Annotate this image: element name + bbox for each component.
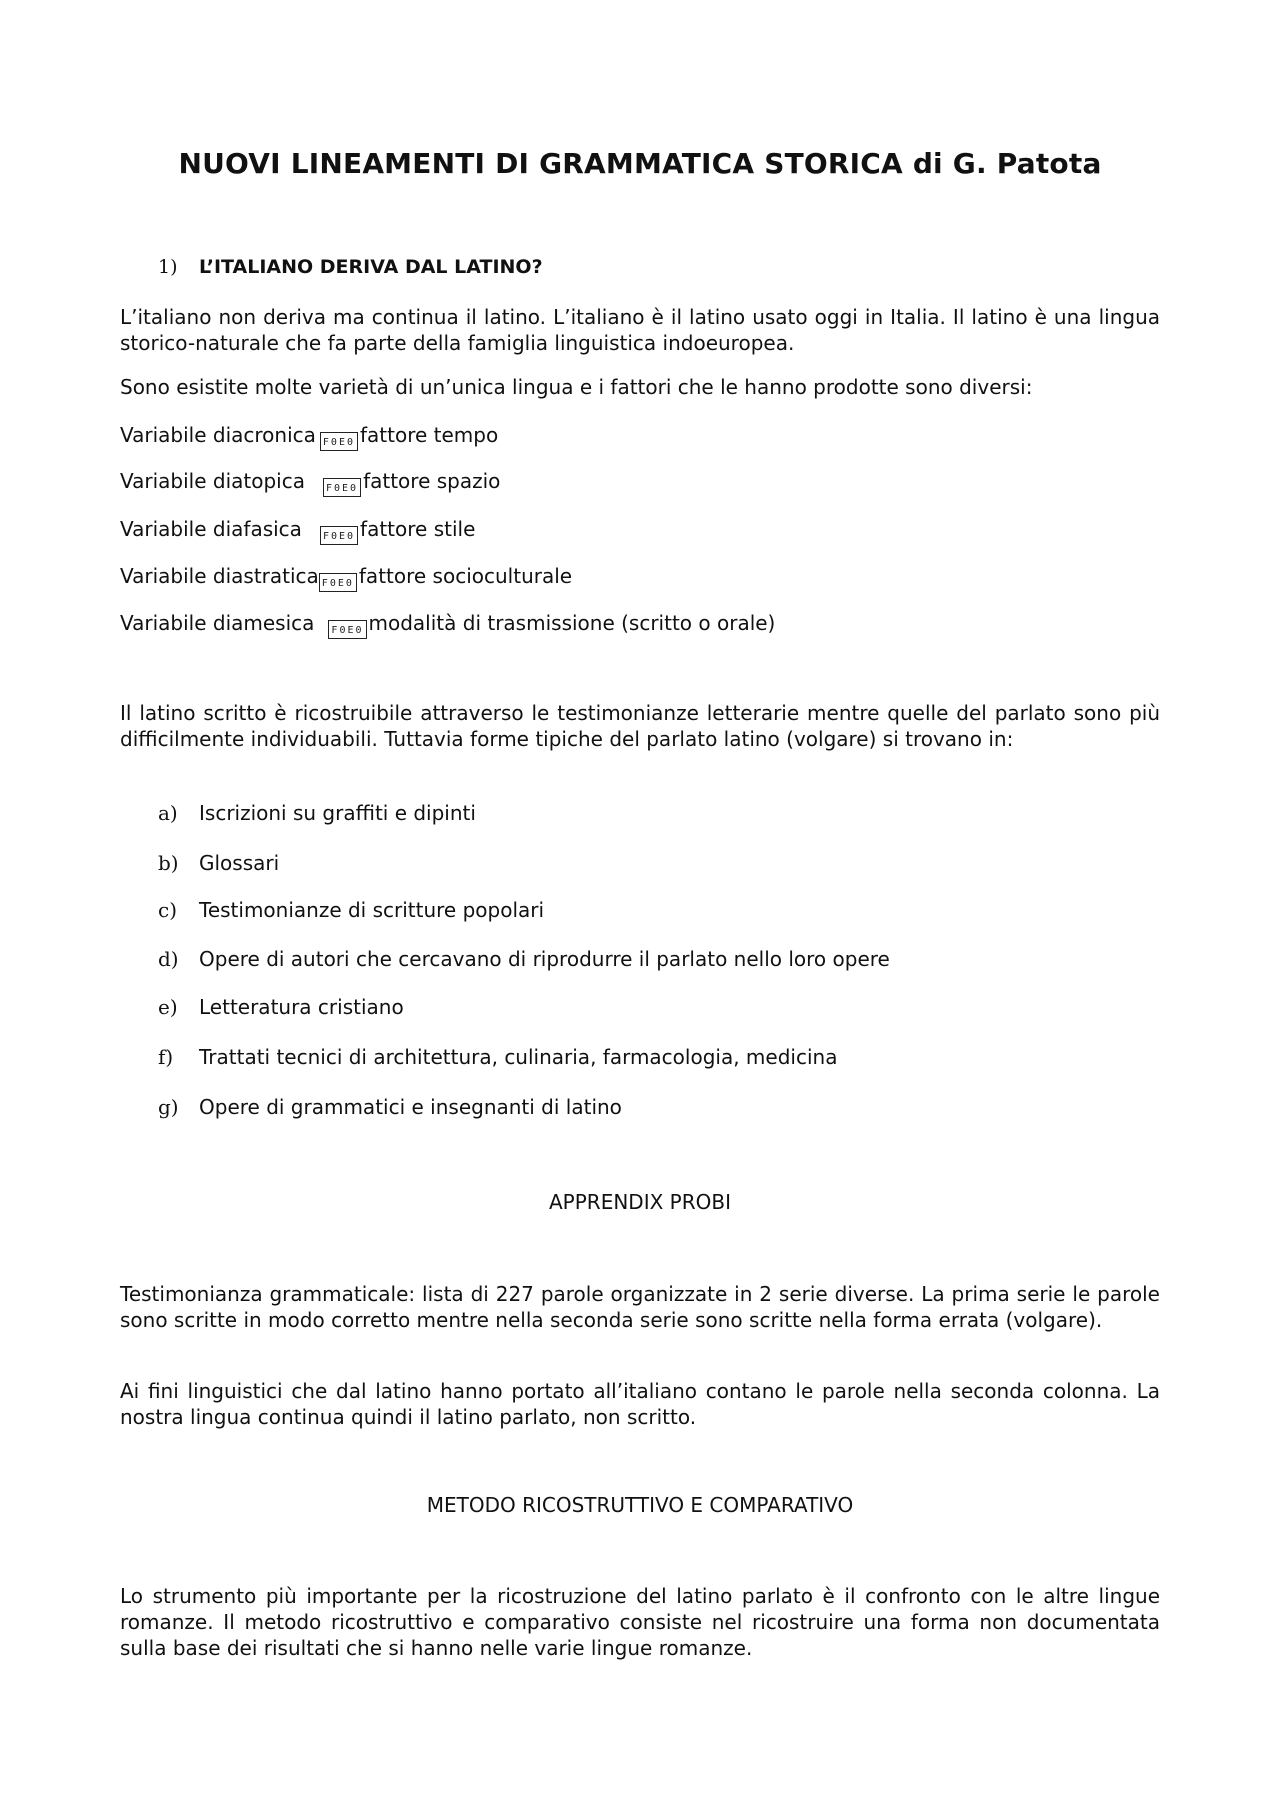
list-item <box>158 946 890 972</box>
list-item-text: Opere di grammatici e insegnanti di latino <box>199 1095 622 1119</box>
section-heading-text: L’ITALIANO DERIVA DAL LATINO? <box>199 256 543 278</box>
list-marker: c) <box>158 898 178 922</box>
document-title: NUOVI LINEAMENTI DI GRAMMATICA STORICA di G. Patota <box>178 147 1102 180</box>
variable-row <box>120 563 572 592</box>
variable-factor: modalità di trasmissione (scritto o orale) <box>368 611 776 635</box>
list-item <box>158 850 279 876</box>
list-item <box>158 800 476 826</box>
variable-label: Variabile diamesica <box>120 611 315 635</box>
arrow-glyph-icon: F0E0 <box>323 478 361 497</box>
variable-label: Variabile diatopica <box>120 469 305 493</box>
section-heading <box>158 256 543 278</box>
appendix-paragraph: Testimonianza grammaticale: lista di 227 parole organizzate in 2 serie diverse. La prima serie le parole sono scritte in modo corretto mentre nella seconda serie sono scritte nella forma errata (volgare). <box>120 1282 1160 1332</box>
arrow-glyph-icon: F0E0 <box>320 432 358 451</box>
list-item <box>158 994 404 1020</box>
variable-factor: fattore spazio <box>363 469 501 493</box>
arrow-glyph-icon: F0E0 <box>328 620 366 639</box>
intro-paragraph: L’italiano non deriva ma continua il latino. L’italiano è il latino usato oggi in Italia. Il latino è una lingua storico-naturale che fa parte della famiglia linguistica indoeuropea. <box>120 305 1160 355</box>
arrow-glyph-icon: F0E0 <box>320 526 358 545</box>
list-marker: d) <box>158 947 179 971</box>
list-item <box>158 1044 837 1070</box>
variable-factor: fattore socioculturale <box>358 564 573 588</box>
latin-paragraph: Il latino scritto è ricostruibile attraverso le testimonianze letterarie mentre quelle del parlato sono più difficilmente individuabili. Tuttavia forme tipiche del parlato latino (volgare) si trovano in: <box>120 701 1160 751</box>
list-marker: e) <box>158 995 178 1019</box>
list-item <box>158 1094 622 1120</box>
variable-row <box>120 516 475 545</box>
list-item-text: Testimonianze di scritture popolari <box>199 898 545 922</box>
variable-label: Variabile diacronica <box>120 423 316 447</box>
appendix-paragraph: Ai fini linguistici che dal latino hanno portato all’italiano contano le parole nella seconda colonna. La nostra lingua continua quindi il latino parlato, non scritto. <box>120 1379 1160 1429</box>
varieties-paragraph: Sono esistite molte varietà di un’unica lingua e i fattori che le hanno prodotte sono diversi: <box>120 375 1033 399</box>
variable-row <box>120 610 775 639</box>
list-marker: g) <box>158 1095 179 1119</box>
variable-row <box>120 422 498 451</box>
variable-factor: fattore tempo <box>360 423 499 447</box>
list-item-text: Letteratura cristiano <box>199 995 404 1019</box>
method-heading: METODO RICOSTRUTTIVO E COMPARATIVO <box>426 1493 854 1517</box>
variable-factor: fattore stile <box>360 517 476 541</box>
list-item <box>158 897 544 923</box>
list-item-text: Trattati tecnici di architettura, culinaria, farmacologia, medicina <box>199 1045 838 1069</box>
list-item-text: Iscrizioni su graffiti e dipinti <box>199 801 476 825</box>
arrow-glyph-icon: F0E0 <box>319 573 357 592</box>
list-marker: b) <box>158 851 179 875</box>
section-number: 1) <box>158 256 178 278</box>
list-marker: f) <box>158 1045 174 1069</box>
variable-row <box>120 468 500 497</box>
list-item-text: Glossari <box>199 851 280 875</box>
appendix-heading: APPRENDIX PROBI <box>549 1190 731 1214</box>
method-paragraph: Lo strumento più importante per la ricostruzione del latino parlato è il confronto con le altre lingue romanze. Il metodo ricostruttivo e comparativo consiste nel ricostruire una forma non documentata sulla base dei risultati che si hanno nelle varie lingue romanze. <box>120 1584 1160 1660</box>
variable-label: Variabile diafasica <box>120 517 302 541</box>
list-marker: a) <box>158 801 178 825</box>
variable-label: Variabile diastratica <box>120 564 319 588</box>
list-item-text: Opere di autori che cercavano di riprodurre il parlato nello loro opere <box>199 947 890 971</box>
